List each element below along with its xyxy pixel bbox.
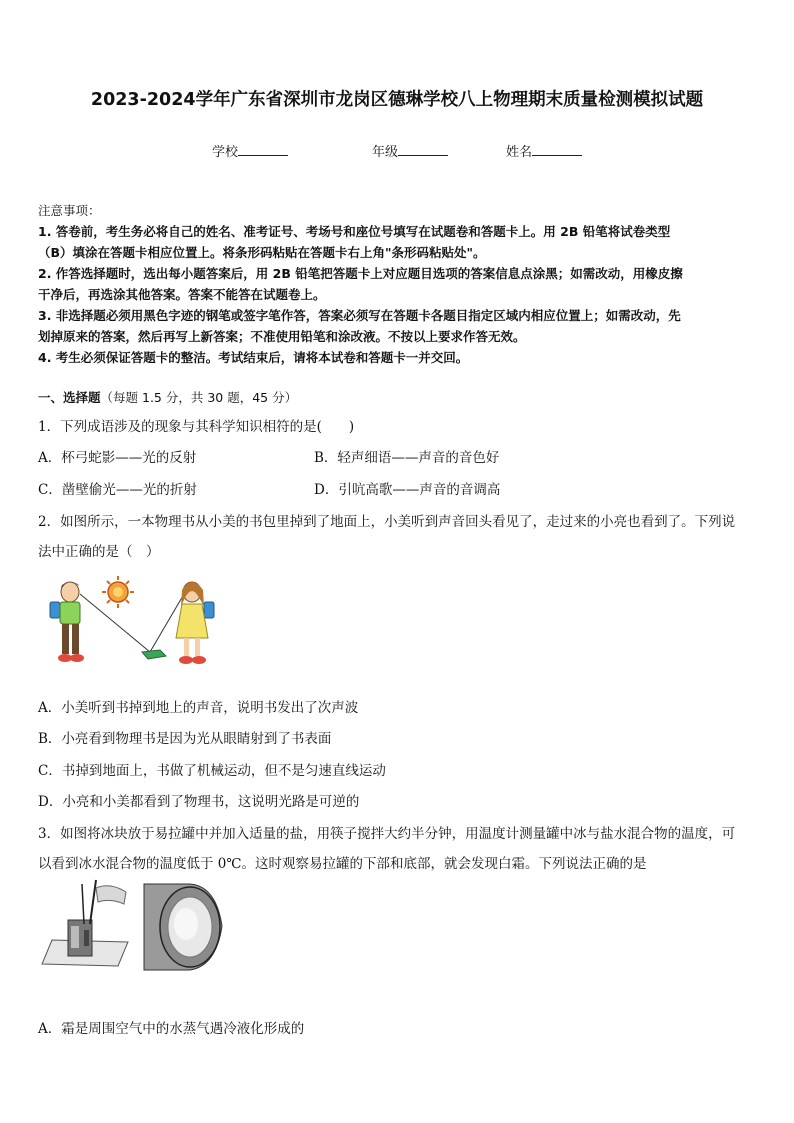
girl-figure-icon [176, 582, 214, 664]
boy-figure-icon [50, 582, 84, 662]
section-heading [38, 388, 297, 406]
q2-stem-line1: 2．如图所示，一本物理书从小美的书包里掉到了地面上，小美听到声音回头看见了，走过来的小亮也看到了。下列说 [38, 514, 736, 530]
name-blank [532, 142, 582, 156]
q1-stem: 1．下列成语涉及的现象与其科学知识相符的是( ) [38, 419, 355, 435]
section-detail: （每题 1.5 分，共 30 题，45 分） [100, 390, 298, 405]
notes-item1-line2: （B）填涂在答题卡相应位置上。将条形码粘贴在答题卡右上角"条形码粘贴处"。 [38, 245, 486, 260]
notes-item2-line2: 干净后，再选涂其他答案。答案不能答在试题卷上。 [38, 287, 326, 302]
grade-label: 年级 [372, 145, 399, 160]
notes-item2-line1: 2. 作答选择题时，选出每小题答案后，用 2B 铅笔把答题卡上对应题目选项的答案信息点涂黑；如需改动，用橡皮擦 [38, 266, 683, 281]
q2-option-a: A．小美听到书掉到地上的声音，说明书发出了次声波 [38, 700, 359, 716]
book-icon [142, 650, 166, 659]
notes-heading: 注意事项： [38, 203, 101, 218]
school-field [212, 141, 288, 160]
can-with-chopstick-icon [42, 880, 128, 966]
grade-field [372, 141, 448, 160]
name-field [506, 141, 582, 160]
q3-option-a: A．霜是周围空气中的水蒸气遇冷液化形成的 [38, 1021, 305, 1037]
q2-sight-line-boy [80, 594, 150, 652]
q1-option-b: B．轻声细语——声音的音色好 [314, 450, 500, 466]
q1-option-a: A．杯弓蛇影——光的反射 [38, 450, 197, 466]
school-label: 学校 [212, 145, 239, 160]
sun-icon [102, 576, 134, 608]
school-blank [238, 142, 288, 156]
q2-option-d: D．小亮和小美都看到了物理书，这说明光路是可逆的 [38, 794, 360, 810]
q2-figure [42, 572, 222, 674]
notes-item4: 4. 考生必须保证答题卡的整洁。考试结束后，请将本试卷和答题卡一并交回。 [38, 350, 469, 365]
q1-option-d: D．引吭高歌——声音的音调高 [314, 482, 501, 498]
q3-stem-line1: 3．如图将冰块放于易拉罐中并加入适量的盐，用筷子搅拌大约半分钟，用温度计测量罐中冰与盐水混合物的温度，可 [38, 826, 736, 842]
q3-stem-line2: 以看到冰水混合物的温度低于 0℃。这时观察易拉罐的下部和底部，就会发现白霜。下列说法正确的是 [38, 856, 647, 872]
name-label: 姓名 [506, 145, 533, 160]
notes-item3-line1: 3. 非选择题必须用黑色字迹的钢笔或签字笔作答，答案必须写在答题卡各题目指定区域内相应位置上；如需改动，先 [38, 308, 681, 323]
q3-figure [40, 878, 230, 974]
notes-item3-line2: 划掉原来的答案，然后再写上新答案；不准使用铅笔和涂改液。不按以上要求作答无效。 [38, 329, 526, 344]
can-bottom-frost-icon [144, 884, 222, 970]
q2-stem-line2: 法中正确的是（ ） [38, 544, 160, 560]
grade-blank [398, 142, 448, 156]
section-label: 一、选择题 [38, 390, 101, 405]
q2-option-b: B．小亮看到物理书是因为光从眼睛射到了书表面 [38, 731, 332, 747]
notes-item1-line1: 1. 答卷前，考生务必将自己的姓名、准考证号、考场号和座位号填写在试题卷和答题卡上。用 2B 铅笔将试卷类型 [38, 224, 671, 239]
q2-option-c: C．书掉到地面上，书做了机械运动，但不是匀速直线运动 [38, 763, 386, 779]
page-title: 2023-2024学年广东省深圳市龙岗区德琳学校八上物理期末质量检测模拟试题 [90, 90, 704, 110]
q1-option-c: C．凿壁偷光——光的折射 [38, 482, 197, 498]
